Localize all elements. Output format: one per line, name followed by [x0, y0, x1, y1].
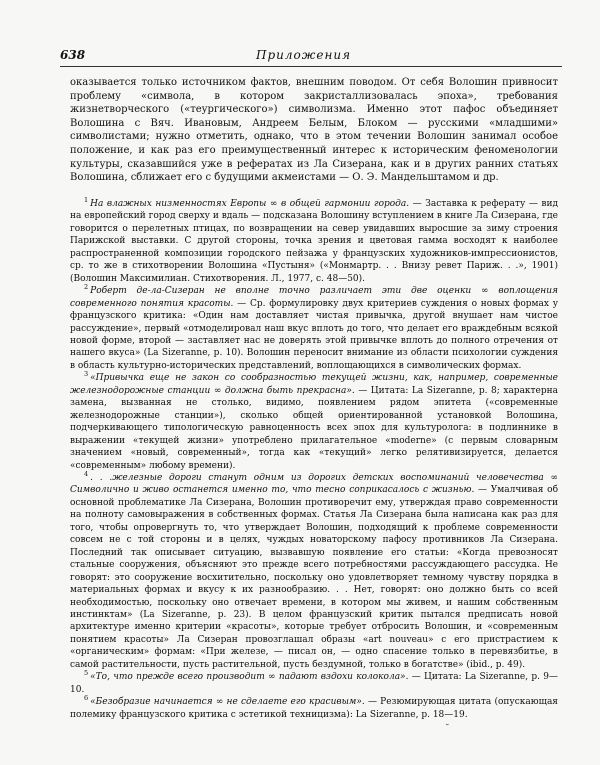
note-quote: Роберт де-ла-Сизеран не вполне точно различает эти две оценки ∞ воплощения современного понятия красоты. — [70, 286, 558, 309]
note-text: — Цитата: La Sizeranne, p. 9—10. — [70, 672, 559, 695]
note-quote: «Привычка еще не закон со сообразностью текущей жизни, как, например, современные железнодорожные станции ∞ должна быть прекрасна». — [70, 373, 558, 396]
page-header — [60, 44, 562, 67]
note-text: — Резюмирующая цитата (опускающая полемику французского критика с эстетикой техницизма): La Sizeranne, p. 18—19. — [70, 697, 558, 720]
endnote — [70, 372, 558, 472]
page-number: 638 — [60, 48, 86, 62]
endnote — [70, 198, 558, 285]
endnote — [70, 696, 558, 721]
note-number: 4 — [84, 469, 89, 478]
endnotes — [70, 198, 558, 721]
note-quote: «Безобразие начинается ∞ не сделаете его красивым». — [90, 697, 365, 708]
note-quote: На влажных низменностях Европы ∞ в общей гармонии города. — [90, 199, 410, 209]
note-text: — Цитата: La Sizeranne, p. 8; характерна замена, вызванная не столько, видимо, появлением рядом эпитета («современные железнодорожные станции»), сколько общей ориентированной установкой Волошина, подчеркивающего типологическую равноценность всех эпох для культуролога: в подлиннике в выражении «текущей жизни» употреблено прилагательное «moderne» (с первым словарным значением «новый, современный», тогда как «текущий» легко релятивизируется, делается «современным» любому времени). — [70, 385, 558, 471]
note-text: — Умалчивая об основной проблематике Ла Сизерана, Волошин противоречит ему, утверждая право современности на полноту самовыражения в собственных формах. Статья Ла Сизерана была написана как раз для того, чтобы опровергнуть то, что утверждает Волошин, подходящий к проблеме современности совсем не с той стороны и в целях, чуждых новаторскому пафосу противников Ла Сизерана. Последний так описывает ситуацию, вызвавшую появление его статьи: «Когда превозносят стальные сооружения, объясняют это прежде всего потребностями рассуждающего рассудка. Не говорят: это сооружение восхитительно, поскольку оно удовлетворяет темному чувству порядка в материальных формах и вкусу к их разнообразию. . . Нет, говорят: оно должно быть со всей необходимостью, поскольку оно отвечает времени, в котором мы живем, и нашим собственным инстинктам» (La Sizeranne, p. 23). В целом французский критик пытался предписать новой архитектуре именно критерии «красоты», которые требует отбросить Волошин, и «современным понятием красоты» Ла Сизеран провозглашал образы «art nouveau» с его пристрастием к «органическим» формам: «При железе, — писал он, — одно спасение только в перевязбитье, в самой растительности, пусть растительной, пусть бездумной, только в богатстве» (ibid., p. 49). — [70, 485, 558, 670]
endnote — [70, 469, 558, 671]
note-number: 2 — [84, 283, 89, 292]
note-number: 1 — [84, 196, 89, 204]
note-text: — Заставка к реферату — вид на европейский город сверху и вдаль — подсказана Волошину вступлением в книге Ла Сизерана, где говорится о перелетных птицах, по возвращении на север увидавших выросшие за зиму строения Парижской выставки. С другой стороны, точка зрения и цветовая гамма восходят к наиболее распространенной композиции городского пейзажа у французских художников-импрессионистов, ср. то же в стихотворении Волошина «Пустыня» («Монмартр. . . Внизу ревет Париж. . .», 1901) (Волошин Максимилиан. Стихотворения. Л., 1977, с. 48—50). — [70, 199, 558, 284]
note-number: 3 — [84, 370, 89, 379]
endnote — [70, 285, 558, 372]
note-quote: . . .железные дороги станут одним из дорогих детских воспоминаний человечества ∞ Символично и живо останется именно то, что тесно соприкасалось с жизнью. — [70, 472, 558, 496]
margin-mark: ˘ — [445, 724, 450, 734]
note-quote: «То, что прежде всего производит ∞ падают вздохи колокола». — [90, 672, 409, 683]
note-number: 5 — [84, 669, 89, 678]
running-head: Приложения — [256, 48, 352, 62]
endnote — [70, 671, 558, 696]
main-paragraph: оказывается только источником фактов, внешним поводом. От себя Волошин привносит проблему «символа, в котором закристаллизовалась эпоха», требования жизнетворческого («теургического») символизма. Именно этот пафос объединяет Волошина с Вяч. Ивановым, Андреем Белым, Блоком — русскими «младшими» символистами; нужно отметить, однако, что в этом течении Волошин занимал особое положение, и как раз его преимущественный интерес к историческим феноменологии культуры, сказавшийся уже в рефератах из Ла Сизерана, как и в других ранних статьях Волошина, сближает его с будущими акмеистами — О. Э. Мандельштамом и др. — [70, 77, 558, 184]
note-text: — Ср. формулировку двух критериев суждения о новых формах у французского критика: «Один нам доставляет чистая привычка, другой внушает нам чистое рассуждение», первый «отмоделировал наш вкус вплоть до того, что делает его враждебным всякой новой форме, второй — заставляет нас не доверять этой привычке вплоть до полного отречения от нашего вкуса» (La Sizeranne, p. 10). Волошин переносит внимание из области психологии суждения в область культурно-исторических представлений, воплощающихся в символических формах. — [70, 298, 558, 371]
note-number: 6 — [84, 694, 89, 703]
